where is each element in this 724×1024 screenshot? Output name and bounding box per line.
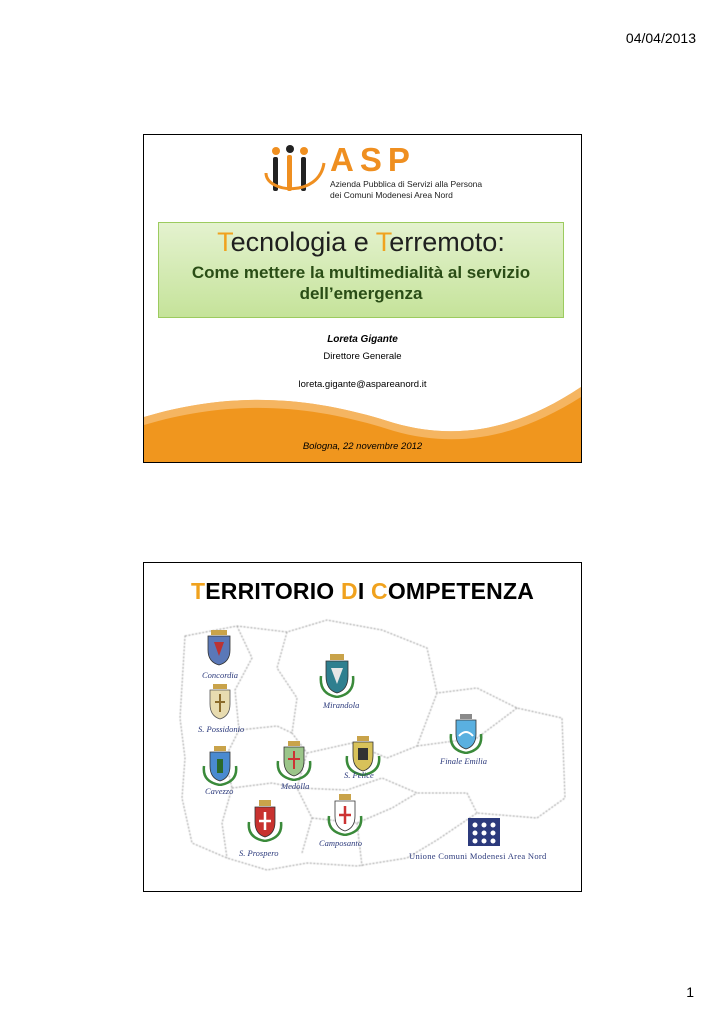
title-initial: T	[217, 227, 231, 257]
town-label-s-felice: S. Felice	[344, 770, 374, 780]
concordia-coat-of-arms-icon	[205, 630, 233, 666]
author-role: Direttore Generale	[323, 351, 402, 362]
asp-subtitle-line-2: dei Comuni Modenesi Area Nord	[330, 190, 453, 200]
title-initial: D	[341, 578, 358, 604]
author-name: Loreta Gigante	[327, 334, 398, 345]
event-date-place: Bologna, 22 novembre 2012	[302, 441, 423, 452]
medolla-coat-of-arms-icon	[276, 741, 312, 781]
mirandola-coat-of-arms-icon	[319, 654, 355, 698]
town-label-finale-emilia: Finale Emilia	[440, 756, 487, 766]
title-initial: C	[371, 578, 388, 604]
slide-title	[144, 578, 581, 605]
title-slide	[143, 134, 582, 463]
union-label: Unione Comuni Modenesi Area Nord	[409, 851, 547, 861]
union-emblem-icon	[468, 818, 500, 846]
title-text: I	[357, 578, 371, 604]
town-label-cavezzo: Cavezzo	[205, 786, 234, 796]
town-label-camposanto: Camposanto	[319, 838, 362, 848]
s-prospero-coat-of-arms-icon	[247, 800, 283, 842]
title-initial: T	[375, 227, 390, 257]
page-number: 1	[686, 984, 694, 1000]
camposanto-coat-of-arms-icon	[327, 794, 363, 836]
finale-emilia-coat-of-arms-icon	[449, 714, 483, 754]
town-label-s-possidonio: S. Possidonio	[198, 724, 245, 734]
s-possidonio-coat-of-arms-icon	[207, 684, 233, 720]
town-label-concordia: Concordia	[202, 670, 239, 680]
cavezzo-coat-of-arms-icon	[202, 746, 238, 786]
asp-wordmark: ASP	[330, 141, 416, 178]
slide-title	[159, 227, 563, 258]
title-box	[158, 222, 564, 318]
territory-slide	[143, 562, 582, 892]
title-text: OMPETENZA	[387, 578, 535, 604]
territory-map	[177, 618, 566, 878]
town-label-s-prospero: S. Prospero	[239, 848, 279, 858]
title-initial: T	[190, 578, 206, 604]
asp-subtitle-line-1: Azienda Pubblica di Servizi alla Persona	[330, 179, 483, 189]
slide-subtitle: Come mettere la multimedialità al servizio dell’emergenza	[191, 263, 531, 303]
title-text: ERRITORIO	[205, 578, 341, 604]
header-date: 04/04/2013	[625, 30, 696, 46]
town-label-mirandola: Mirandola	[323, 700, 360, 710]
title-text: erremoto:	[389, 227, 505, 257]
author-email: loreta.gigante@aspareanord.it	[298, 379, 427, 390]
title-text: ecnologia e	[230, 227, 376, 257]
town-label-medolla: Medolla	[281, 781, 310, 791]
